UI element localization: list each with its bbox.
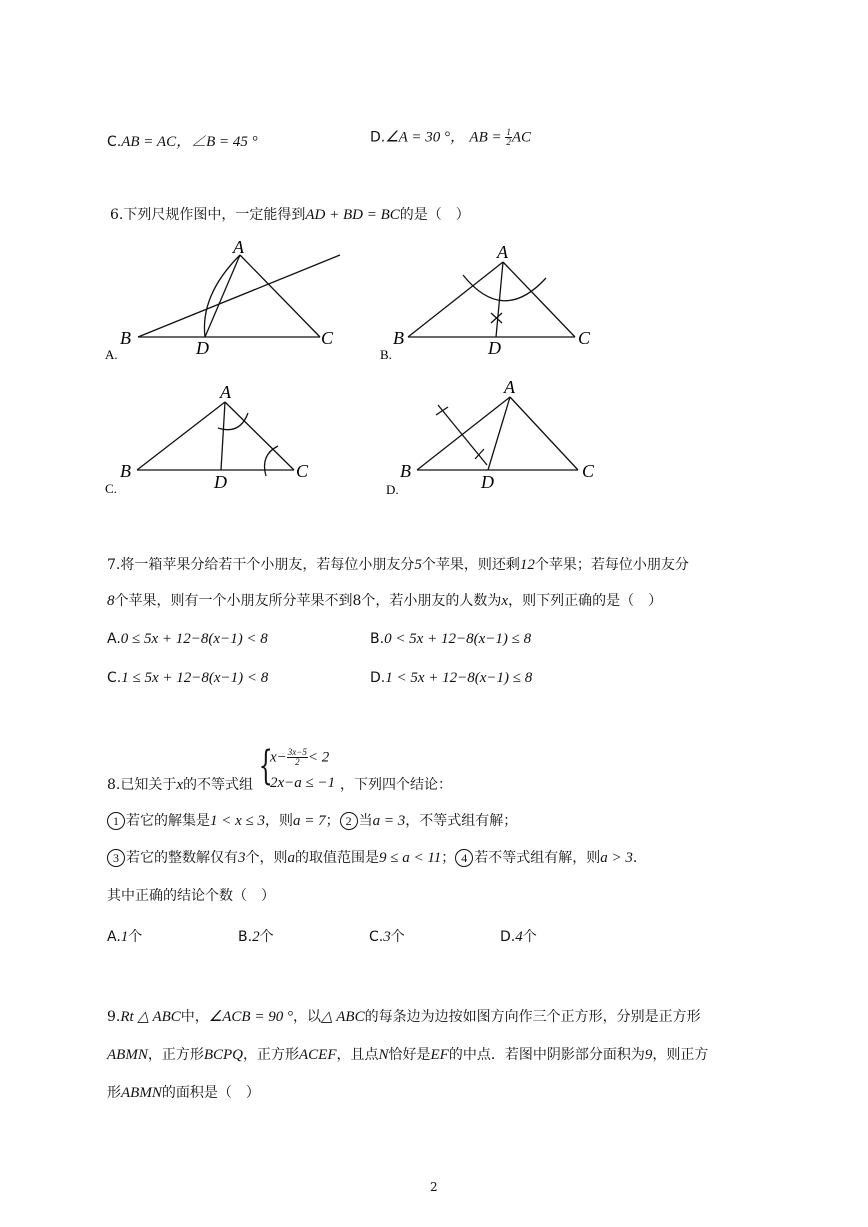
q6-b-label-a: A bbox=[497, 242, 508, 262]
q6-b-label-d: D bbox=[488, 338, 501, 358]
q7-stem-line1: 7.将一箱苹果分给若干个小朋友，若每位小朋友分5个苹果，则还剩12个苹果；若每位小朋友分 bbox=[107, 557, 689, 573]
q6-c-label-b: B bbox=[120, 461, 131, 481]
q8-ask: 其中正确的结论个数（ ） bbox=[107, 888, 275, 904]
q6-figure-b bbox=[378, 240, 618, 365]
q5-option-d bbox=[370, 128, 531, 147]
q8-stem-post: ，下列四个结论： bbox=[340, 777, 452, 793]
q5-option-d-math2-post: AC bbox=[511, 129, 532, 146]
q8-system-line1: x− $\frac{3x-5}{2}$ < 2 bbox=[270, 747, 330, 767]
q8-option-c: C.3个 bbox=[369, 929, 405, 945]
q5-option-d-fraction: $\frac{1}{2}$ bbox=[506, 127, 511, 147]
q6-d-label-d: D bbox=[481, 472, 494, 492]
q6-a-label-b: B bbox=[120, 328, 131, 348]
q6-c-label-d: D bbox=[214, 472, 227, 492]
q6-b-label-c: C bbox=[578, 328, 591, 348]
q5-option-c bbox=[107, 133, 258, 151]
q5-option-d-math1: ∠A = 30 °， bbox=[385, 129, 465, 146]
q6-b-label-b: B bbox=[393, 328, 404, 348]
q5-option-d-math2-pre: AB = bbox=[469, 129, 506, 146]
q8-stem: 8.已知关于x的不等式组 bbox=[107, 777, 254, 793]
q7-option-a: A.0 ≤ 5x + 12−8(x−1) < 8 bbox=[107, 631, 268, 647]
q6-d-label-b: B bbox=[400, 461, 411, 481]
q9-stem-line3: 形ABMN的面积是（ ） bbox=[107, 1085, 260, 1101]
q7-stem-line2: 8个苹果，则有一个小朋友所分苹果不到8个，若小朋友的人数为x，则下列正确的是（ ） bbox=[107, 593, 663, 609]
q6-d-label-c: C bbox=[582, 461, 595, 481]
q6-a-label-a: A bbox=[233, 237, 244, 257]
q6-b-option: B. bbox=[380, 347, 392, 362]
q8-option-a: A.1个 bbox=[107, 929, 143, 945]
q6-stem-math: AD + BD = BC bbox=[305, 207, 400, 223]
q7-option-d: D.1 < 5x + 12−8(x−1) ≤ 8 bbox=[370, 670, 533, 686]
q7-option-c: C.1 ≤ 5x + 12−8(x−1) < 8 bbox=[107, 670, 269, 686]
q5-option-d-label: D. bbox=[370, 129, 386, 146]
q8-system-brace: { bbox=[258, 743, 273, 789]
q6-a-label-c: C bbox=[321, 328, 334, 348]
q8-option-b: B.2个 bbox=[238, 929, 274, 945]
q8-system-line2: 2x−a ≤ −1 bbox=[270, 775, 336, 791]
q6-d-label-a: A bbox=[504, 377, 515, 397]
q6-c-label-a: A bbox=[220, 382, 231, 402]
q9-stem-line2: ABMN，正方形BCPQ，正方形ACEF，且点N恰好是EF的中点．若图中阴影部分面积为9，则正方 bbox=[107, 1047, 709, 1063]
q9-stem-line1: 9.Rt △ ABC中，∠ACB = 90 °，以△ ABC的每条边为边按如图方向作三个正方形，分别是正方形 bbox=[107, 1009, 701, 1025]
q6-figure-c bbox=[100, 380, 330, 500]
q6-d-option: D. bbox=[386, 482, 399, 497]
q8-conclusions-line2: 3 若它的整数解仅有3个，则a的取值范围是9 ≤ a < 11； 4 若不等式组有解，则a > 3. bbox=[107, 849, 637, 867]
q6-c-label-c: C bbox=[296, 461, 309, 481]
q6-a-label-d: D bbox=[196, 338, 209, 358]
q6-figure-a bbox=[100, 237, 350, 365]
q7-option-b: B.0 < 5x + 12−8(x−1) ≤ 8 bbox=[370, 631, 532, 647]
q6-stem-pre: 6.下列尺规作图中，一定能得到 bbox=[110, 207, 306, 223]
q5-option-c-math: AB = AC，∠B = 45 ° bbox=[121, 134, 258, 150]
q5-option-c-label: C. bbox=[107, 134, 122, 150]
q6-c-option: C. bbox=[105, 481, 117, 496]
q8-option-d: D.4个 bbox=[500, 929, 537, 945]
q6-figure-d bbox=[380, 375, 620, 500]
q8-conclusions-line1: 1 若它的解集是1 < x ≤ 3，则a = 7； 2 当a = 3，不等式组有解； bbox=[107, 812, 517, 830]
q6-stem bbox=[110, 206, 470, 224]
q6-stem-post: 的是（ ） bbox=[399, 207, 470, 223]
q6-a-option: A. bbox=[105, 347, 118, 362]
page-number: 2 bbox=[430, 1180, 438, 1194]
